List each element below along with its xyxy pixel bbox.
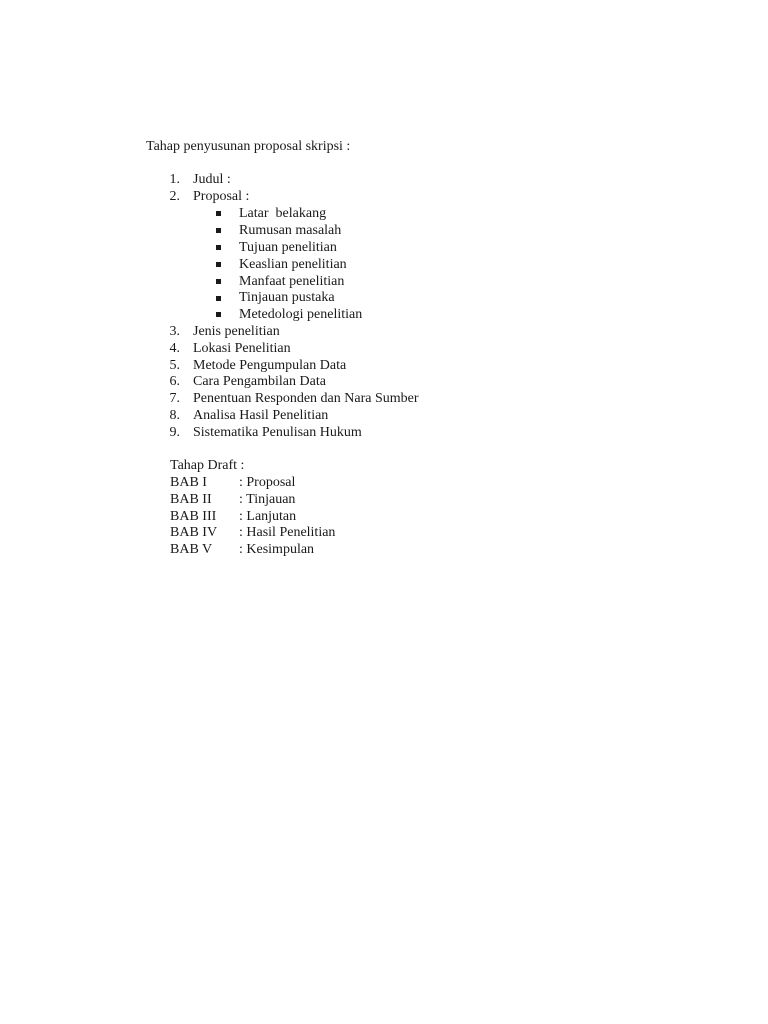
bullet-icon: [216, 262, 221, 267]
document-heading: Tahap penyusunan proposal skripsi :: [146, 139, 351, 154]
sub-list-item: Metedologi penelitian: [239, 307, 363, 322]
list-number: 8.: [169, 408, 180, 423]
list-number: 1.: [169, 172, 180, 187]
list-item: Sistematika Penulisan Hukum: [193, 425, 362, 440]
draft-bab-label: BAB III: [170, 509, 217, 524]
sub-list-item: Tinjauan pustaka: [239, 290, 335, 305]
list-number: 6.: [169, 374, 180, 389]
list-item: Analisa Hasil Penelitian: [193, 408, 329, 423]
draft-bab-desc: : Proposal: [239, 475, 296, 490]
bullet-icon: [216, 211, 221, 216]
list-item-proposal: Proposal :: [193, 189, 250, 204]
list-number: 4.: [169, 341, 180, 356]
bullet-icon: [216, 228, 221, 233]
draft-bab-desc: : Lanjutan: [239, 509, 297, 524]
list-item: Cara Pengambilan Data: [193, 374, 326, 389]
draft-heading: Tahap Draft :: [170, 458, 245, 473]
list-number: 9.: [169, 425, 180, 440]
draft-bab-label: BAB II: [170, 492, 212, 507]
list-item: Penentuan Responden dan Nara Sumber: [193, 391, 419, 406]
bullet-icon: [216, 279, 221, 284]
draft-bab-label: BAB V: [170, 542, 213, 557]
sub-list-item: Tujuan penelitian: [239, 240, 337, 255]
draft-bab-desc: : Tinjauan: [239, 492, 296, 507]
sub-list-item: Rumusan masalah: [239, 223, 342, 238]
sub-list-item: Keaslian penelitian: [239, 257, 347, 272]
list-item: Lokasi Penelitian: [193, 341, 291, 356]
sub-list-item: Manfaat penelitian: [239, 274, 345, 289]
list-number: 5.: [169, 358, 180, 373]
list-item-judul: Judul :: [193, 172, 231, 187]
draft-bab-desc: : Kesimpulan: [239, 542, 315, 557]
bullet-icon: [216, 312, 221, 317]
list-number: 3.: [169, 324, 180, 339]
draft-bab-label: BAB IV: [170, 525, 218, 540]
draft-bab-label: BAB I: [170, 475, 207, 490]
sub-list-item: Latar belakang: [239, 206, 327, 221]
draft-bab-desc: : Hasil Penelitian: [239, 525, 336, 540]
bullet-icon: [216, 245, 221, 250]
list-item: Jenis penelitian: [193, 324, 280, 339]
list-number: 7.: [169, 391, 180, 406]
list-item: Metode Pengumpulan Data: [193, 358, 347, 373]
list-number: 2.: [169, 189, 180, 204]
bullet-icon: [216, 296, 221, 301]
